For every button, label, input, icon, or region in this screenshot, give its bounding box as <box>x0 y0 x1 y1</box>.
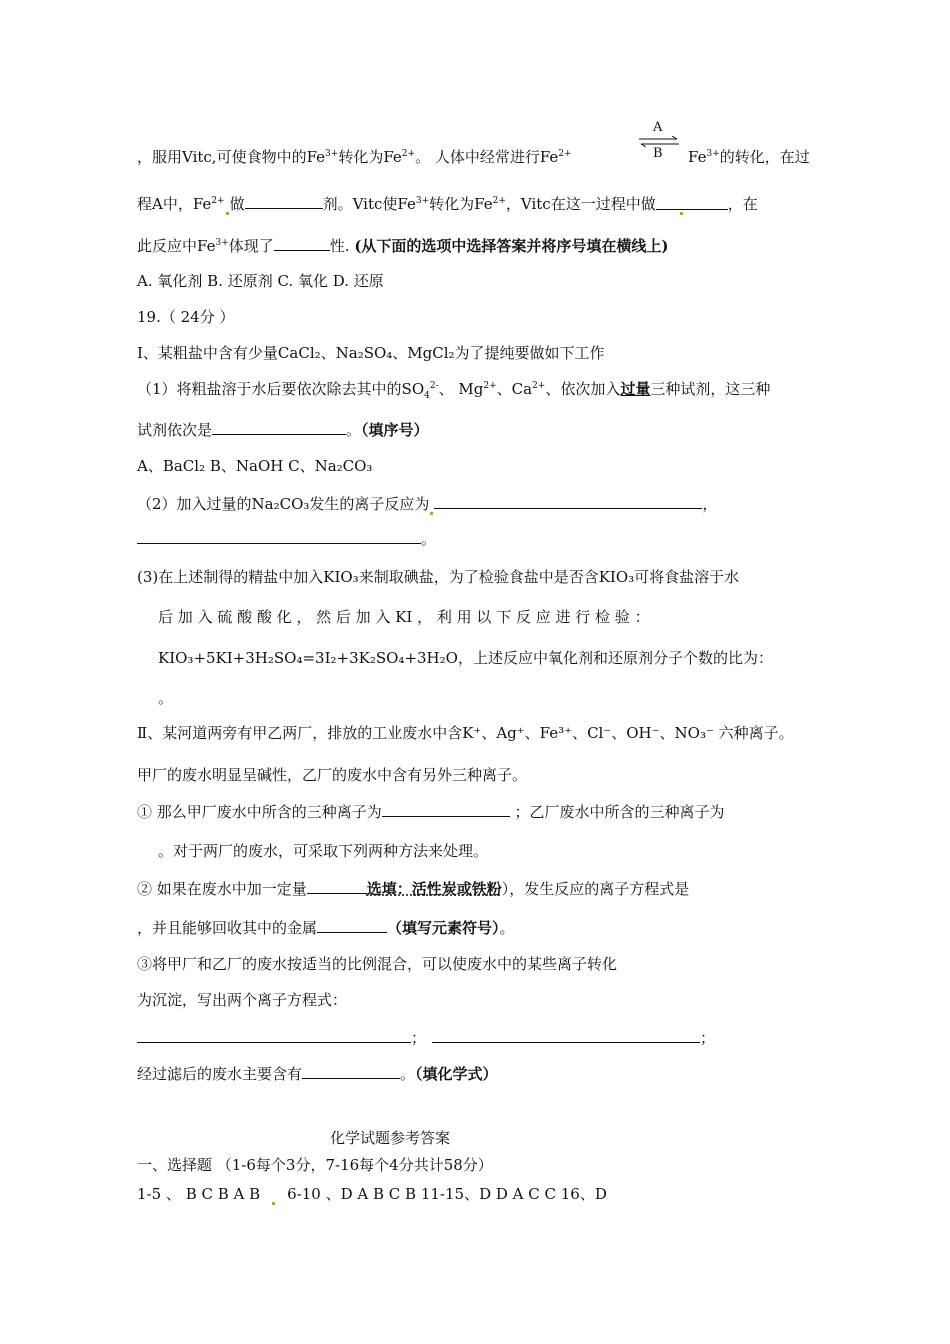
blank-ion-eq-3[interactable] <box>137 1026 411 1043</box>
blank-factory-a-ions[interactable] <box>382 800 510 817</box>
blank-additive[interactable] <box>307 877 367 894</box>
blank-3[interactable] <box>274 234 330 251</box>
q19-part1-q3: (3)在上述制得的精盐中加入KIO₃来制取碘盐，为了检验食盐中是否含KIO₃可将食盐溶于水 <box>137 568 740 586</box>
blank-metal[interactable] <box>317 916 387 933</box>
q19-part2-q4: 经过滤后的废水主要含有 。（填化学式） <box>137 1062 498 1085</box>
q19-part1-q1: （1）将粗盐溶于水后要依次除去其中的$SO_4^{2-}$、 $Mg^{2+}$、$Ca^{2+}$、依次加入过量三种试剂，这三种 <box>137 380 771 401</box>
reversible-arrow <box>637 122 681 162</box>
q18-line-3: 此反应中$Fe^{3+}$体现了 性. (从下面的选项中选择答案并将序号填在横线上) <box>137 234 669 257</box>
blank-2[interactable] <box>656 193 728 210</box>
q19-part2-q3: ③将甲厂和乙厂的废水按适当的比例混合，可以使废水中的某些离子转化 <box>137 955 618 973</box>
answers-row: 1-5 、 B C B A B 6-10 、D A B C B 11-15、D D A C C 16、D <box>137 1185 607 1203</box>
blank-1[interactable] <box>245 192 323 209</box>
answers-section-1: 一、选择题 （1-6每个3分，7-16每个4分共计58分） <box>137 1156 493 1174</box>
q19-part2-l2: 甲厂的废水明显呈碱性，乙厂的废水中含有另外三种离子。 <box>137 766 528 784</box>
answers-title: 化学试题参考答案 <box>330 1129 451 1147</box>
q19-part1-q3-l3: KIO₃+5KI+3H₂SO₄=3I₂+3K₂SO₄+3H₂O，上述反应中氧化剂和还原剂分子个数的比为： <box>158 649 773 667</box>
q19-part1-q3-l2: 后 加 入 硫 酸 酸 化 ， 然 后 加 入 KI ， 利 用 以 下 反 应 进 行 检 验 ： <box>158 608 650 626</box>
q19-part1-q1-cont: 试剂依次是 。（填序号） <box>137 418 429 441</box>
q18-options: A. 氧化剂 B. 还原剂 C. 氧化 D. 还原 <box>137 272 384 290</box>
blank-ion-eq-1[interactable] <box>434 492 702 509</box>
q19-part2-q1-cont: 。对于两厂的废水，可采取下列两种方法来处理。 <box>158 842 489 860</box>
blank-reagent-order[interactable] <box>212 418 346 435</box>
q19-part2-q2-cont: ，并且能够回收其中的金属 （填写元素符号）。 <box>137 916 515 939</box>
q19-reagents: A、BaCl₂ B、NaOH C、Na₂CO₃ <box>137 457 373 475</box>
arrow-label-a: A <box>653 120 663 135</box>
q19-header: 19.（ 24分 ） <box>137 308 235 326</box>
q18-line-1: ，服用Vitc,可使食物中的$Fe^{3+}$转化为$Fe^{2+}$。 人体中经常进行$Fe^{2+}$ <box>137 148 572 166</box>
blank-ion-eq-4[interactable] <box>432 1026 700 1043</box>
q19-part2-q3-l2: 为沉淀，写出两个离子方程式： <box>137 991 348 1009</box>
q19-part1-intro: Ⅰ、某粗盐中含有少量CaCl₂、Na₂SO₄、MgCl₂为了提纯要做如下工作 <box>137 344 605 362</box>
blank-remaining[interactable] <box>302 1062 400 1079</box>
arrow-label-b: B <box>653 146 663 161</box>
q19-part2-intro: Ⅱ、某河道两旁有甲乙两厂，排放的工业废水中含K⁺、Ag⁺、Fe³⁺、Cl⁻、OH⁻、NO₃⁻ 六种离子。 <box>137 724 794 742</box>
blank-ion-eq-2[interactable] <box>137 527 421 544</box>
q19-part2-q1: ① 那么甲厂废水中所含的三种离子为 ；乙厂废水中所含的三种离子为 <box>137 800 725 823</box>
q19-part2-q2: ② 如果在废水中加一定量 选填：活性炭或铁粉），发生反应的离子方程式是 <box>137 877 689 900</box>
q19-part1-q2-cont: 。 <box>137 527 436 550</box>
q19-part1-q2: （2）加入过量的Na₂CO₃发生的离子反应为 ， <box>137 492 717 515</box>
q18-line-1-end: $Fe^{3+}$的转化，在过 <box>688 148 810 166</box>
q19-part1-q3-l4: 。 <box>158 689 174 707</box>
q19-part2-q3-blanks: ； ； <box>137 1026 715 1049</box>
q18-line-2: 程A中，$Fe^{2+}$ 做 剂。Vitc使$Fe^{3+}$转化为$Fe^{2+}$，Vitc在这一过程中做 ，在 <box>137 192 758 215</box>
